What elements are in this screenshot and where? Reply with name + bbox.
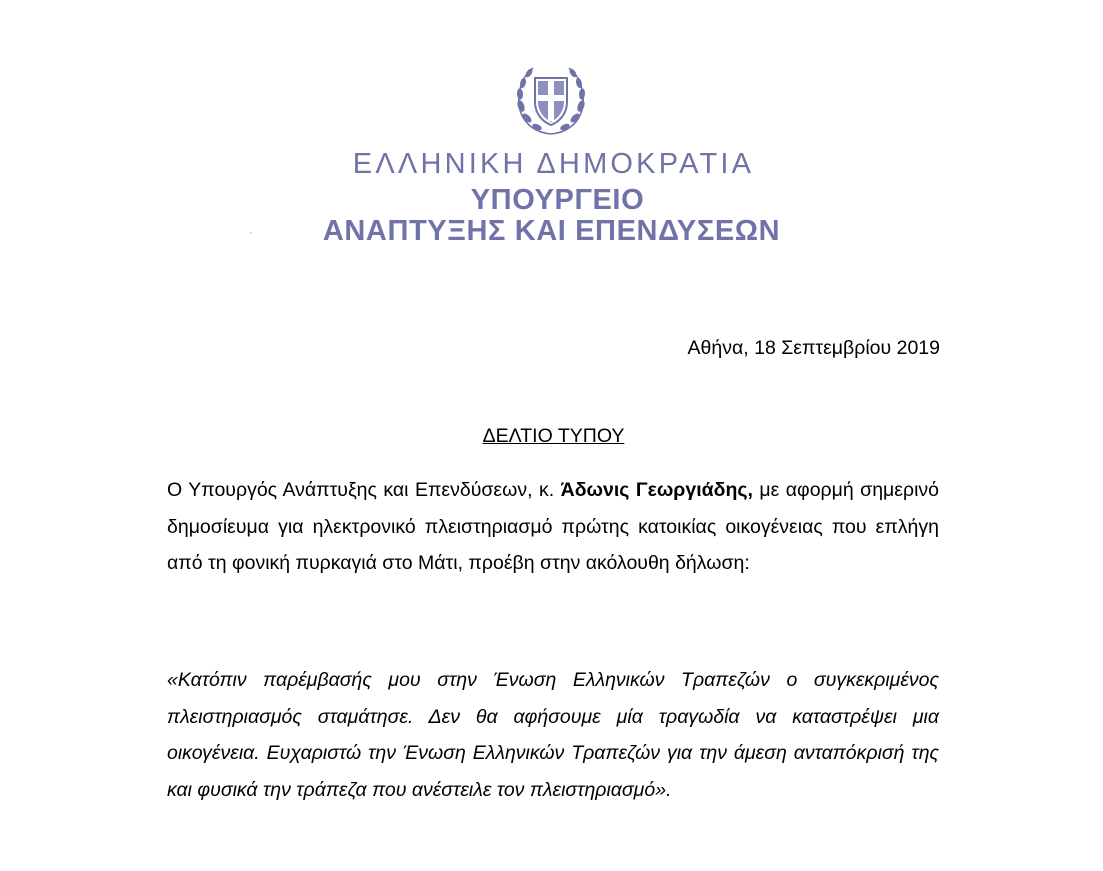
document-date: Αθήνα, 18 Σεπτεμβρίου 2019 xyxy=(687,337,940,359)
quote-paragraph: «Κατόπιν παρέμβασής μου στην Ένωση Ελληνικών Τραπεζών ο συγκεκριμένος πλειστηριασμός σταμάτησε. Δεν θα αφήσουμε μία τραγωδία να καταστρέψει μια οικογένεια. Ευχαριστώ την Ένωση Ελληνικών Τραπεζών για την άμεση ανταπόκρισή της και φυσικά την τράπεζα που ανέστειλε τον πλειστηριασμό». xyxy=(167,669,939,801)
ministry-heading-line1: ΥΠΟΥΡΓΕΙΟ xyxy=(470,184,645,216)
document-title: ΔΕΛΤΙΟ ΤΥΠΟΥ xyxy=(482,425,625,447)
ministry-heading-line2: ΑΝΑΠΤΥΞΗΣ ΚΑΙ ΕΠΕΝΔΥΣΕΩΝ xyxy=(322,215,781,247)
minister-name: Άδωνις Γεωργιάδης, xyxy=(560,479,753,501)
intro-text-start: Ο Υπουργός Ανάπτυξης και Επενδύσεων, κ. xyxy=(167,479,561,501)
intro-paragraph xyxy=(167,472,939,582)
greek-coat-of-arms-icon xyxy=(511,62,591,138)
country-heading: ΕΛΛΗΝΙΚΗ ΔΗΜΟΚΡΑΤΙΑ xyxy=(352,148,755,180)
scan-artifact-dot xyxy=(250,232,252,234)
intro-text-end: με αφορμή σημερινό δημοσίευμα για ηλεκτρονικό πλειστηριασμό πρώτης κατοικίας οικογένειας που επλήγη από τη φονική πυρκαγιά στο Μάτι, προέβη στην ακόλουθη δήλωση: xyxy=(167,479,940,574)
